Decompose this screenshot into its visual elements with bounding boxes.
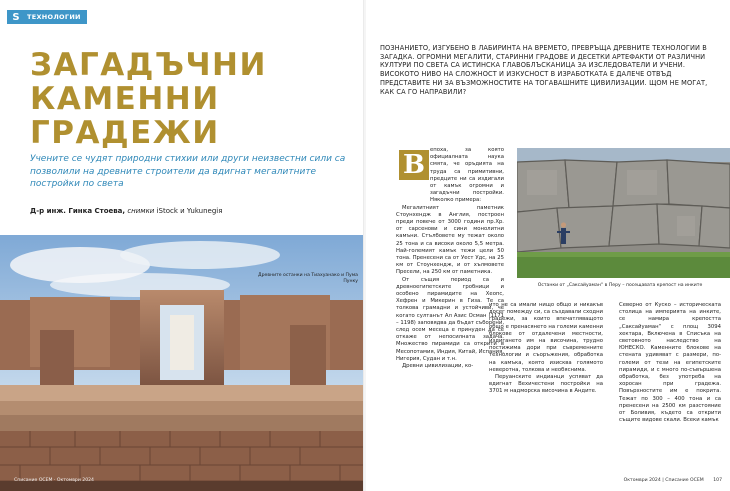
section-tag	[7, 10, 87, 24]
section-letter: S	[7, 10, 25, 24]
footer-left: Списание ОСЕМ · Октомври 2024	[14, 478, 94, 483]
paragraph: Мегалитният паметник Стоунхендж в Англия, построен преди повече от 3000 години пр.Хр. от сарсенови и сини монолитни камъни. Стълбовете му тежат около 25 тона и са високи около 5,5 метра. Най-големият камък тежи цели 50 тона. Пренесени са от Уест Удс, на 25 км от Стоунхендж, и от хълмовете Пресели, на 250 км от паметника.	[396, 204, 504, 276]
dropcap: В	[399, 150, 429, 180]
text-column-3	[619, 302, 721, 424]
article-lede: Учените се чудят природни стихии или други неизвестни сили са позволили на древните строители да вдигнат мегалитните постройки по света	[30, 154, 346, 189]
article-intro: ПОЗНАНИЕТО, ИЗГУБЕНО В ЛАБИРИНТА НА ВРЕМЕТО, ПРЕВРЪЩА ДРЕВНИТЕ ТЕХНОЛОГИИ В ЗАГАДКА. ОГРОМНИ МЕГАЛИТИ, СТАРИННИ ГРАДОВЕ И ДЕСЕТКИ АРТЕФАКТИ ОТ РАЗЛИЧНИ КУЛТУРИ ПО СВЕТА СА ИСТИНСКА ГЛАВОБЛЪСКАНИЦА ЗА ИЗСЛЕДОВАТЕЛИ И УЧЕНИ. ВИСОКОТО НИВО НА СЛОЖНОСТ И ИЗКУСНОСТ В ИЗРАБОТКАТА Е ДАЛЕЧЕ ОТВЪД ПРЕДСТАВИТЕ НИ ЗА ВЪЗМОЖНОСТИТЕ НА ТОГАВАШНИТЕ ЦИВИЛИЗАЦИИ. ЩОМ НЕ МОГАТ, КАК СА ГО НАПРАВИЛИ?	[380, 44, 708, 96]
title-line: ГРАДЕЖИ	[30, 115, 220, 151]
byline-author: Д-р инж. Гинка Стоева,	[30, 207, 126, 215]
left-page	[0, 0, 364, 491]
byline	[30, 207, 350, 215]
paragraph: ито не са имали нищо общо и никакъв досег помежду си, са създавали сходни градежи, за които впечатляващото общо е пренасянето на големи каменни блокове от отдалечени местности, издигането им на височина, трудно постижима дори при съвременните технологии и съоръжения, обработка на камъка, която изисква голямото неверотна, толкова и необяснима.	[489, 302, 603, 373]
footer-issue: Октомври 2024 | Списание ОСЕМ	[623, 478, 704, 483]
paragraph: Северно от Куско – историческата столица на империята на инките, се намира крепостта „Саксайуаман“ с площ 3094 хектара, Включена в Списъка на световното наследство на ЮНЕСКО. Каменните блокове на стената удивяват с размери, по-големи от тези на египетските пирамиди, и с много по-съвършена обработка, без употреба на хоросан при градежа. Повърхностите им е покрита. Тежат по 300 – 400 тона и са пренесени на 2500 км разстояние от Боливия, където са открити същите видове скали. Всеки камък	[619, 302, 721, 424]
byline-credit: iStock и Yukunegiя	[156, 207, 223, 215]
section-label: ТЕХНОЛОГИИ	[25, 10, 87, 24]
title-line: ЗАГАДЪЧНИ	[30, 47, 267, 83]
paragraph: От същия период са и древноегипетските гробници и особено пирамидите на Хеопс, Хефрен и Микерин в Гиза. Те са толкова грамадни и устойчиви, че когато султанът Ал Азис Осман (1171 – 1198) заповядва да бъдат съборени, след осем месеца е принуден да се откаже от непосилната задача. Множество пирамиди са открити в Месопотамия, Индия, Китай, Испания, Нигерия, Судан и т.н.	[396, 276, 505, 362]
photo-caption-left: Древните останки на Тиахуанако и Пума Пунку	[258, 273, 358, 284]
page-number: 107	[713, 478, 722, 483]
photo-caption-right: Останки от „Саксайуаман“ в Перу – посещавата крепост на инките	[537, 283, 703, 288]
footer-right	[624, 478, 722, 483]
sacsayhuaman-illustration	[517, 148, 730, 278]
byline-photos-word: снимки	[127, 207, 155, 215]
paragraph: епоха, за която официалната наука смята, че оръдията на труда са примитивни, предците ни са издигали от камък огромни и загадъчни постройки. Няколко примера:	[430, 147, 504, 204]
text-column-1	[396, 147, 504, 370]
title-line: КАМЕННИ	[30, 81, 220, 117]
paragraph: Перуанските индианци успяват да вдигнат Вехичестени постройки на 3701 м надморска височина в Андите.	[489, 374, 603, 395]
sacsayhuaman-photo	[517, 148, 730, 278]
article-title	[30, 48, 350, 150]
text-column-2	[489, 302, 603, 396]
paragraph: Древни цивилизации, ко-	[402, 363, 474, 370]
right-page	[366, 0, 730, 491]
